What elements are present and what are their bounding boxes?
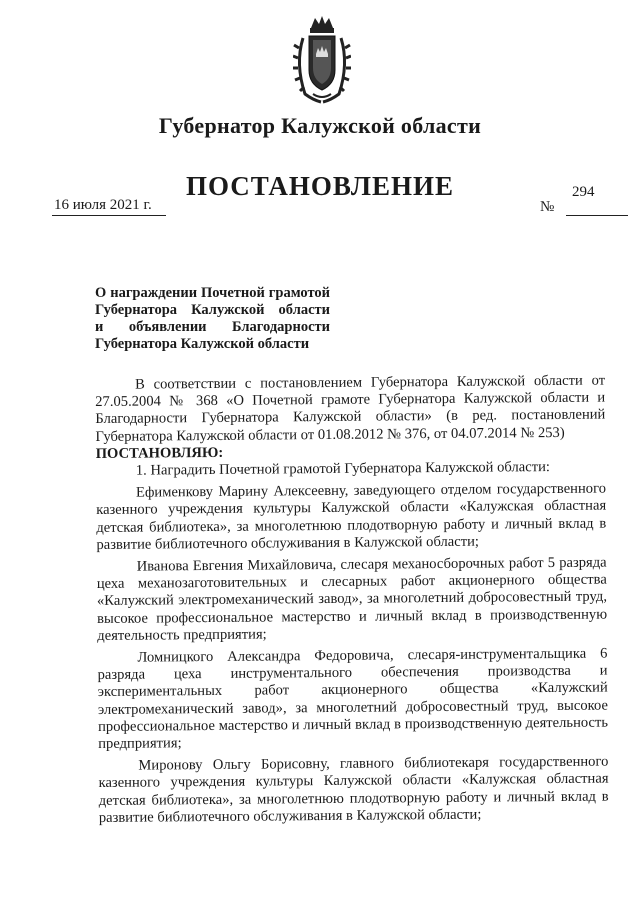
document-number: 294 (572, 184, 595, 200)
resolve-heading: ПОСТАНОВЛЯЮ: (95, 444, 224, 462)
preamble-paragraph: В соответствии с постановлением Губернатора Калужской области от 27.05.2004 № 368 «О Почетной грамоте Губернатора Калужской области и Благодарности Губернатора Калужской области» (в ред. постановлений Губернатора Калужской области от 01.08.2012 № 376, от 04.07.2014 № 253) (95, 372, 606, 445)
awardee-paragraph: Ломницкого Александра Федоровича, слесаря-инструментальщика 6 разряда цеха инструментального обеспечения производства и экспериментальных работ акционерного общества «Калужский электромеханический завод», за многолетний добросовестный труд, высокое профессиональное мастерство и личный вклад в производственную деятельность предприятия; (97, 645, 609, 753)
subject-line: Губернатора Калужской области (95, 302, 330, 318)
document-subject (95, 285, 330, 353)
document-type-title: ПОСТАНОВЛЕНИЕ (185, 171, 455, 201)
kaluga-coat-of-arms-icon (293, 14, 351, 104)
number-underline (566, 215, 628, 216)
subject-line: О награждении Почетной грамотой (95, 285, 330, 301)
issuing-authority: Губернатор Калужской области (158, 113, 482, 138)
subject-line: и объявлении Благодарности (95, 319, 330, 335)
number-sign: № (540, 199, 555, 215)
item-1-heading: 1. Наградить Почетной грамотой Губернатора Калужской области: (135, 459, 550, 479)
document-body (95, 373, 609, 828)
document-number-block (540, 182, 628, 216)
subject-line: Губернатора Калужской области (95, 336, 310, 352)
awardee-paragraph: Иванова Евгения Михайловича, слесаря механосборочных работ 5 разряда цеха механозаготовительных и слесарных работ акционерного общества «Калужский электромеханический завод», за многолетний добросовестный труд, высокое профессиональное мастерство и личный вклад в производственную деятельность предприятия; (96, 554, 608, 644)
document-date: 16 июля 2021 г. (52, 197, 166, 216)
awardee-paragraph: Ефименкову Марину Алексеевну, заведующего отделом государственного казенного учреждения культуры Калужской области «Калужская областная детская библиотека», за многолетнюю плодотворную работу и личный вклад в развитие библиотечного обслуживания в Калужской области; (96, 480, 607, 553)
awardee-paragraph: Миронову Ольгу Борисовну, главного библиотекаря государственного казенного учреждения культуры Калужской области «Калужская областная детская библиотека», за многолетнюю плодотворную работу и личный вклад в развитие библиотечного обслуживания в Калужской области; (98, 753, 609, 826)
